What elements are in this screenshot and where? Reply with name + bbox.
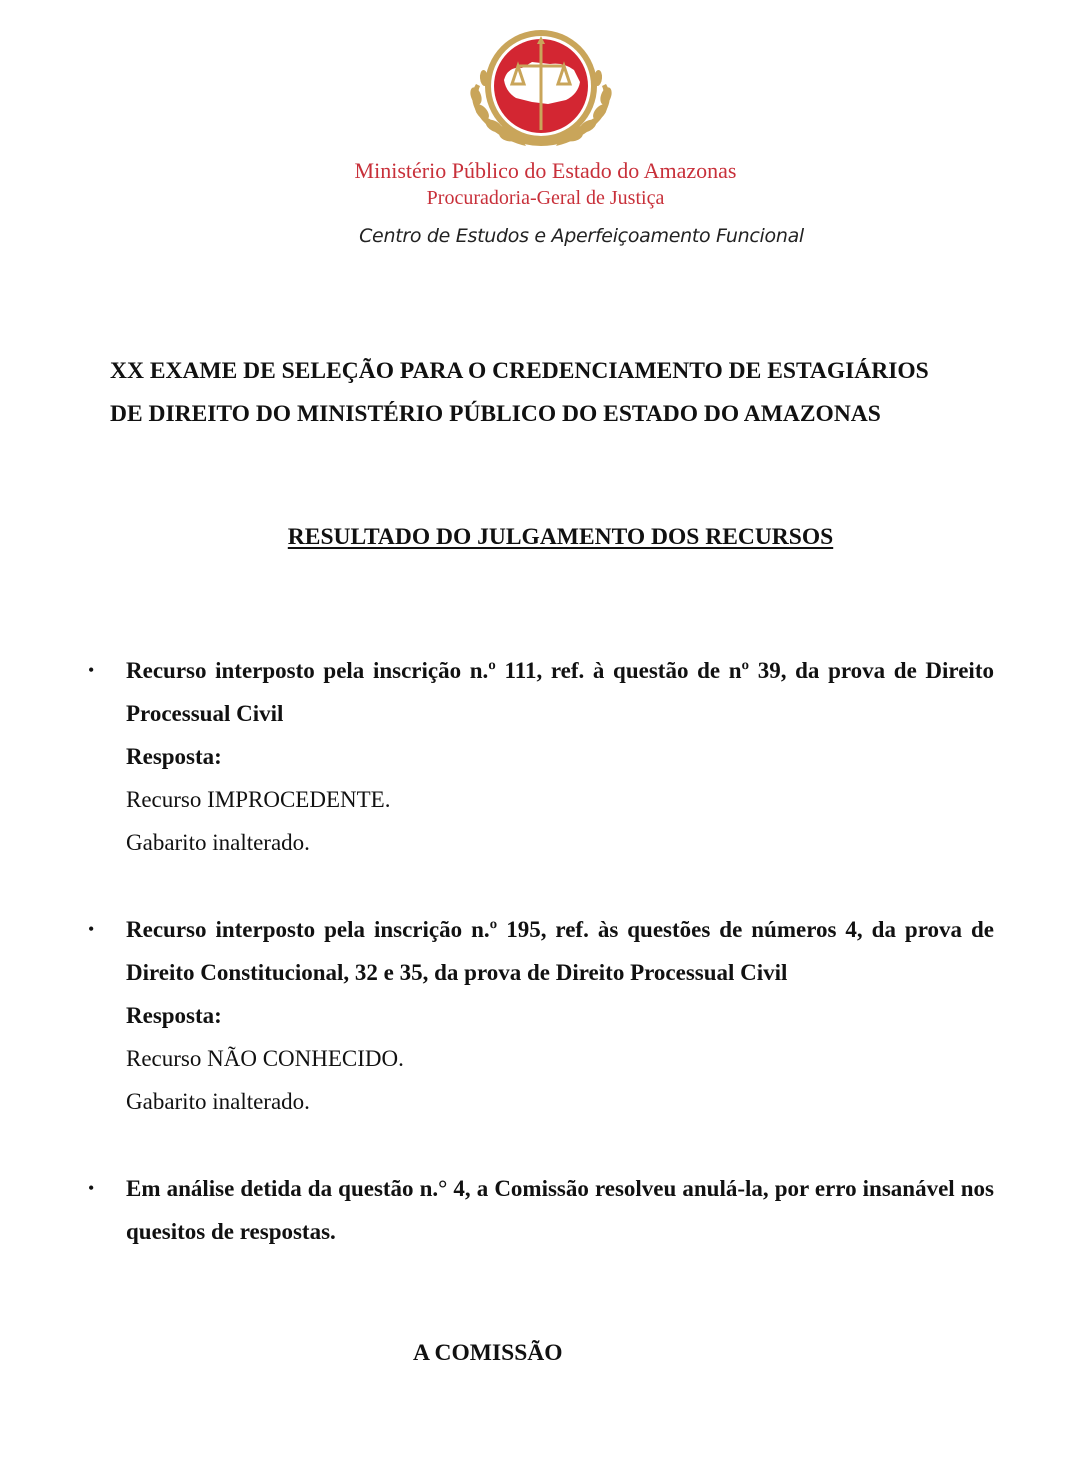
list-item [88, 1167, 994, 1253]
annulment-note: Em análise detida da questão n.° 4, a Comissão resolveu anulá-la, por erro insanável nos quesitos de respostas. [126, 1176, 994, 1244]
mpam-seal-icon [462, 22, 620, 158]
bullet-icon: • [88, 919, 95, 939]
list-item [88, 649, 994, 864]
exam-title [110, 350, 1000, 436]
response-text: Recurso NÃO CONHECIDO. [126, 1046, 404, 1071]
appeal-heading: Recurso interposto pela inscrição n.º 195, ref. às questões de números 4, da prova de Direito Constitucional, 32 e 35, da prova de Direito Processual Civil [126, 917, 994, 985]
answer-key-text: Gabarito inalterado. [126, 830, 310, 855]
bullet-icon: • [88, 660, 95, 680]
response-text: Recurso IMPROCEDENTE. [126, 787, 391, 812]
exam-title-line1: XX EXAME DE SELEÇÃO PARA O CREDENCIAMENTO DE ESTAGIÁRIOS [110, 358, 929, 384]
response-label: Resposta: [126, 744, 222, 769]
appeal-heading: Recurso interposto pela inscrição n.º 111, ref. à questão de nº 39, da prova de Direito Processual Civil [126, 658, 994, 726]
org-department: Centro de Estudos e Aperfeiçoamento Funcional [359, 225, 804, 247]
result-title: RESULTADO DO JULGAMENTO DOS RECURSOS [287, 524, 834, 550]
signature: A COMISSÃO [413, 1340, 563, 1366]
org-name: Ministério Público do Estado do Amazonas [354, 158, 737, 183]
response-label: Resposta: [126, 1003, 222, 1028]
bullet-icon: • [88, 1178, 95, 1198]
list-item [88, 908, 994, 1123]
org-subtitle: Procuradoria-Geral de Justiça [426, 187, 665, 209]
answer-key-text: Gabarito inalterado. [126, 1089, 310, 1114]
exam-title-line2: DE DIREITO DO MINISTÉRIO PÚBLICO DO ESTADO DO AMAZONAS [110, 401, 881, 427]
